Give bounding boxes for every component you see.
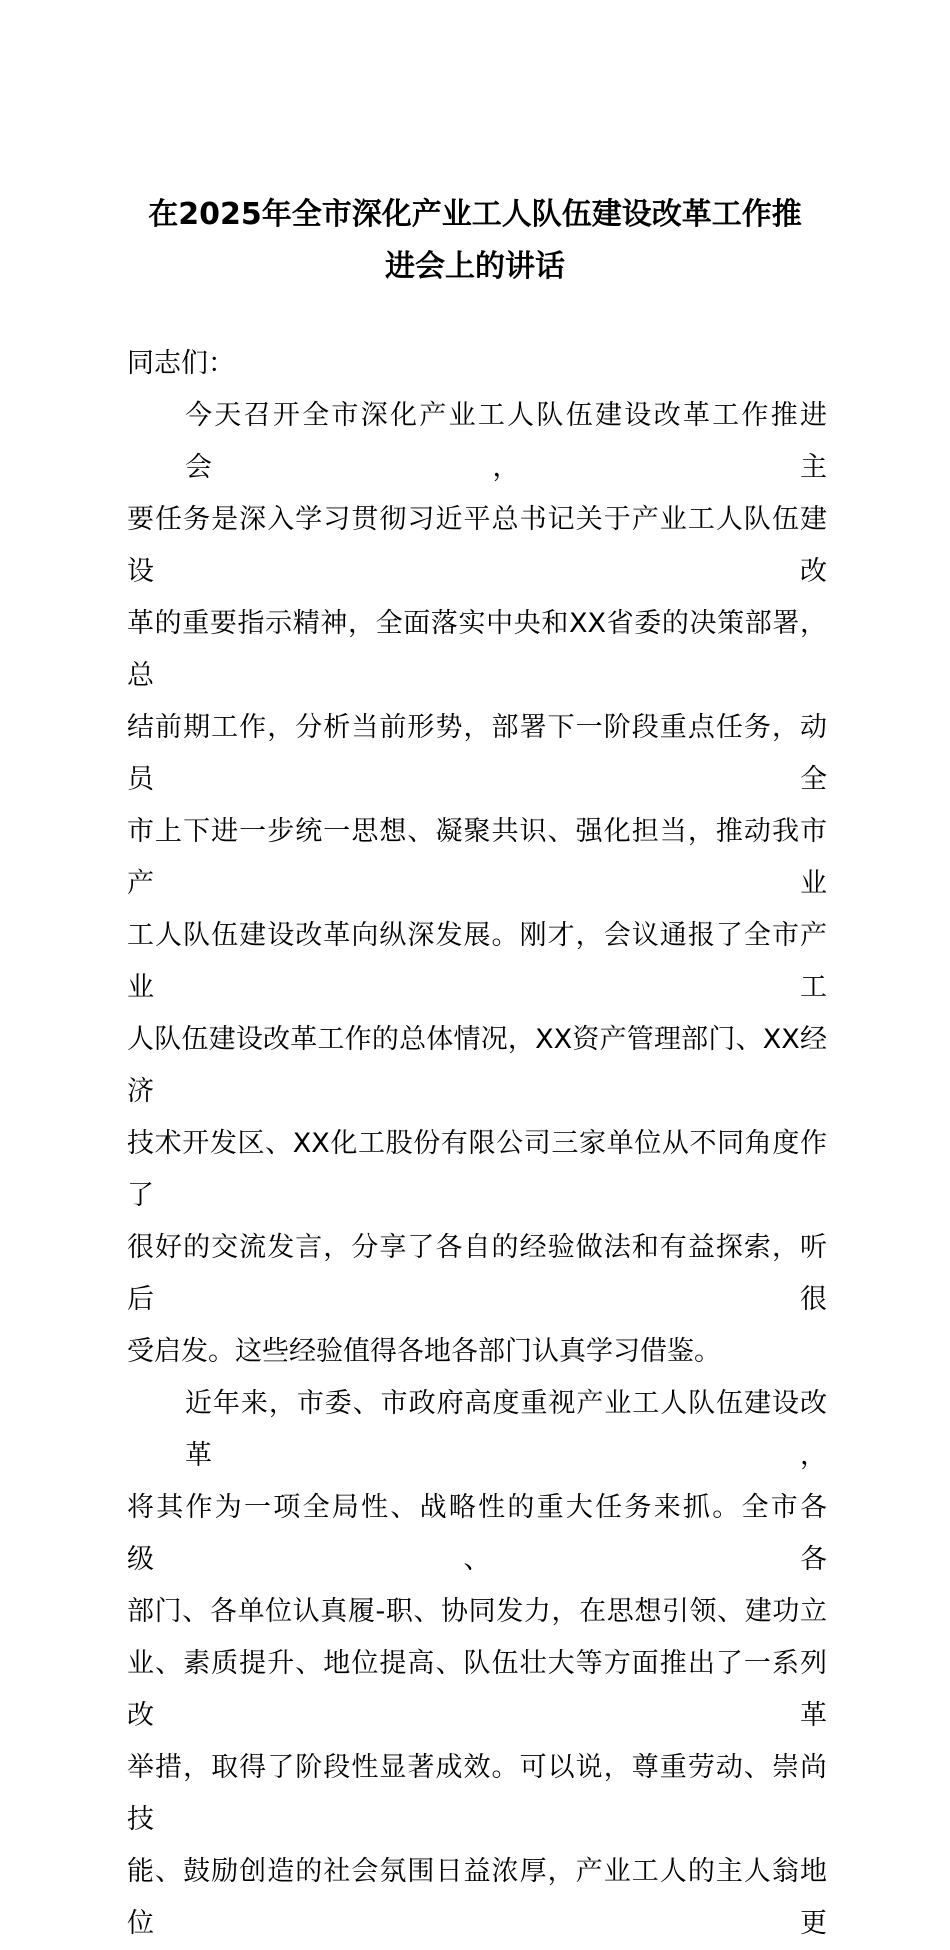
paragraph-1-line: 要任务是深入学习贯彻习近平总书记关于产业工人队伍建设改 xyxy=(127,504,827,587)
paragraph-1-line: 结前期工作，分析当前形势，部署下一阶段重点任务，动员全 xyxy=(127,712,827,795)
salutation: 同志们： xyxy=(127,348,235,379)
document-title-line-1: 在2025年全市深化产业工人队伍建设改革工作推 xyxy=(148,197,802,232)
paragraph-1-line: 市上下进一步统一思想、凝聚共识、强化担当，推动我市产业 xyxy=(127,816,827,899)
document-paragraphs xyxy=(127,390,827,1950)
paragraph-1-line: 人队伍建设改革工作的总体情况，XX资产管理部门、XX经济 xyxy=(127,1024,827,1107)
paragraph-1-line: 受启发。这些经验值得各地各部门认真学习借鉴。 xyxy=(127,1336,721,1367)
paragraph-2-line: 近年来，市委、市政府高度重视产业工人队伍建设改革， xyxy=(185,1388,827,1471)
paragraph-1-line: 很好的交流发言，分享了各自的经验做法和有益探索，听后很 xyxy=(127,1232,827,1315)
paragraph-1-line: 技术开发区、XX化工股份有限公司三家单位从不同角度作了 xyxy=(127,1128,827,1211)
paragraph-2-line: 将其作为一项全局性、战略性的重大任务来抓。全市各级、各 xyxy=(127,1492,827,1575)
document-title xyxy=(110,189,840,293)
paragraph-2-line: 部门、各单位认真履-职、协同发力，在思想引领、建功立 xyxy=(127,1596,827,1627)
paragraph-2-line: 业、素质提升、地位提高、队伍壮大等方面推出了一系列改革 xyxy=(127,1648,827,1731)
paragraph-1-line: 革的重要指示精神，全面落实中央和XX省委的决策部署，总 xyxy=(127,608,827,691)
paragraph-2-line: 能、鼓励创造的社会氛围日益浓厚，产业工人的主人翁地位更 xyxy=(127,1856,827,1939)
document-body xyxy=(127,338,827,1950)
document-title-line-2: 进会上的讲话 xyxy=(385,249,565,284)
paragraph-2-line: 举措，取得了阶段性显著成效。可以说，尊重劳动、崇尚技 xyxy=(127,1752,827,1835)
paragraph-1-line: 工人队伍建设改革向纵深发展。刚才，会议通报了全市产业工 xyxy=(127,920,827,1003)
paragraph-1-line: 今天召开全市深化产业工人队伍建设改革工作推进会，主 xyxy=(185,400,827,483)
